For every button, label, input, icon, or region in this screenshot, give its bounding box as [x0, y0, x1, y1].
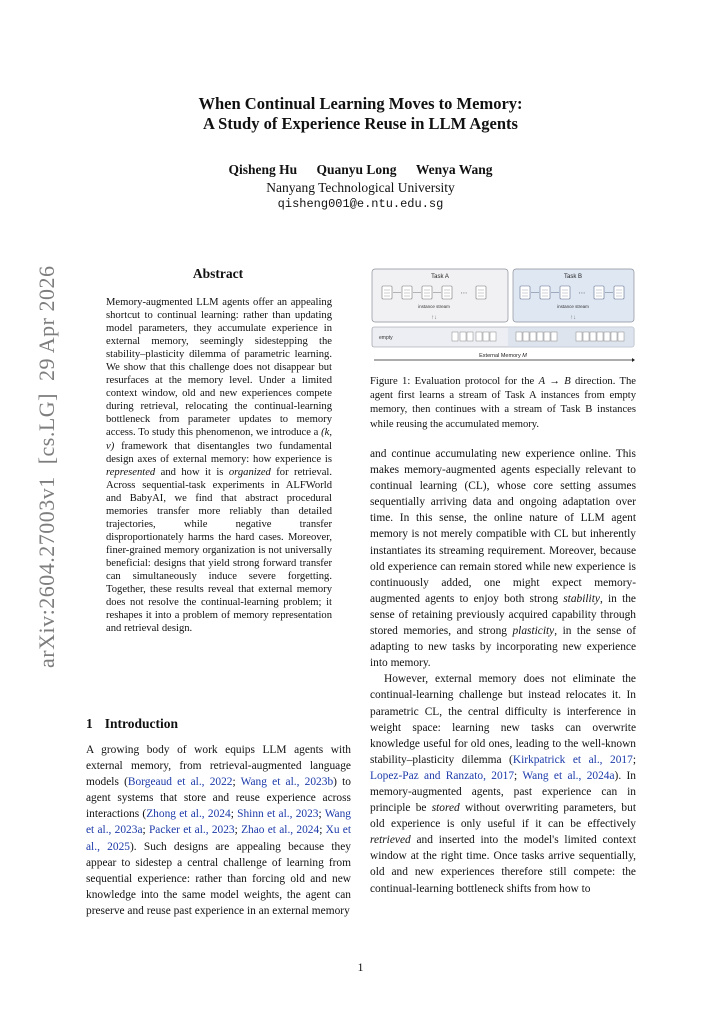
abstract-text: for retrieval. Across sequential-task experiments in ALFWorld and BabyAI, we find that abstract procedural memories transfer more reliably than detailed trajectories, while negative transfer disproportionately harms the hard cases. Moreover, finer-grained memory organization is not universally beneficial: designs that yield strong forward transfer can simultaneously induce severe forgetting. Together, these results reveal that external memory does not resolve the continual-learning problem; it reshapes it into a problem of memory representation and retrieval design. [106, 466, 332, 635]
ellipsis-b: ⋯ [578, 290, 586, 297]
section-heading [86, 716, 190, 732]
up-down-arrows-a: ↑↓ [431, 315, 437, 321]
task-b-label: Task B [563, 274, 583, 280]
body-text: , in the sense of adapting to new tasks by incorporating new experience into memory. [370, 625, 636, 670]
body-text: and inserted into the model's limited context window at the right time. Once tasks arrive sequentially, old and new experiences therefore still compete: the continual-learning bottleneck shifts from how to [370, 834, 636, 895]
body-text: and continue accumulating new experience online. This makes memory-augmented agents especially relevant to continual learning (CL), whose core setting assumes sequentially arriving data and ongoing adaptation over time. In this sense, the online nature of LLM agent memory is not merely compatible with CL but inherently instantiates its streaming requirement. Moreover, because old experience can remain stored while new experience is continuously added, one might expect memory-augmented agents to enjoy both strong [370, 448, 636, 605]
document-icon [476, 286, 486, 299]
body-text: ; [142, 824, 149, 837]
title-line-2: A Study of Experience Reuse in LLM Agents [203, 114, 518, 133]
body-text: ; [318, 808, 325, 821]
body-text: ; [234, 824, 242, 837]
body-emph: stability [563, 592, 600, 605]
citation-link[interactable]: Zhao et al., 2024 [241, 824, 320, 837]
citation-link[interactable]: Kirkpatrick et al., 2017 [512, 753, 633, 766]
abstract-text: Memory-augmented LLM agents offer an appealing shortcut to continual learning: rather than updating model parameters, they accumulate experience in external memory, seemingly sidestepping the stability–plasticity dilemma of parametric learning. We show that this challenge does not disappear but resurfaces at the memory level. Under a limited context window, old and new experiences compete during retrieval, relocating the continual-learning bottleneck from parameter updates to memory access. To study this phenomenon, we introduce a [106, 297, 332, 439]
body-text: without overwriting parameters, but old experience is only useful if it can be effectively [370, 802, 636, 831]
section-number: 1 [86, 716, 93, 731]
abstract-body [106, 296, 332, 635]
body-text: A growing body of work equips LLM agents with external memory, from retrieval-augmented language models ( [86, 744, 351, 789]
document-icon [520, 286, 530, 299]
figure-1-caption [370, 375, 636, 432]
section-title: Introduction [104, 716, 179, 731]
arxiv-stamp-text: arXiv:2604.27003v1 [cs.LG] 29 Apr 2026 [34, 265, 59, 668]
body-text: ; [514, 769, 523, 782]
instance-stream-label-a: instance stream [418, 304, 450, 309]
abstract-text: framework that disentangles two fundamental design axes of external memory: how experience is [106, 440, 332, 465]
body-text: ) to agent systems that store and reuse experience across interactions ( [86, 776, 351, 821]
citation-link[interactable]: Packer et al., 2023 [148, 824, 235, 837]
author-1: Qisheng Hu [228, 162, 298, 177]
body-text: ; [230, 808, 238, 821]
figure-1-diagram [370, 266, 636, 366]
intro-column-left [86, 742, 351, 919]
up-down-arrows-b: ↑↓ [570, 315, 576, 321]
author-list [0, 162, 721, 178]
abstract-emph: represented [106, 466, 156, 478]
intro-column-right [370, 446, 636, 897]
citation-link[interactable]: Lopez-Paz and Ranzato, 2017 [370, 769, 515, 782]
body-text: However, external memory does not eliminate the continual-learning challenge but instead relocates it. In parametric CL, the central difficulty is interference in weight space: learning new tasks can overwrite knowledge useful for old ones, leading to the well-known stability–plasticity dilemma ( [370, 673, 636, 766]
arxiv-stamp [34, 265, 60, 668]
citation-link[interactable]: Shinn et al., 2023 [237, 808, 319, 821]
body-text: ; [632, 753, 636, 766]
document-icon [540, 286, 550, 299]
body-emph: stored [431, 802, 460, 815]
page-number: 1 [357, 960, 364, 974]
document-icon [442, 286, 452, 299]
document-icon [614, 286, 624, 299]
body-text: ). In memory-augmented agents, past experience can in principle be [370, 769, 636, 815]
caption-text: direction. The agent first learns a stream of Task A instances from empty memory, then continues with a stream of Task B instances while reusing the accumulated memory. [370, 376, 636, 430]
document-icon [422, 286, 432, 299]
abstract-kv: (k, v) [106, 427, 332, 452]
affiliation: Nanyang Technological University [266, 180, 455, 195]
ellipsis-a: ⋯ [460, 290, 468, 297]
citation-link[interactable]: Wang et al., 2023a [86, 808, 352, 837]
abstract-heading: Abstract [192, 266, 244, 281]
citation-link[interactable]: Xu et al., 2025 [86, 824, 352, 853]
author-email: qisheng001@e.ntu.edu.sg [277, 197, 444, 211]
body-text: ; [232, 776, 241, 789]
citation-link[interactable]: Wang et al., 2024a [522, 769, 615, 782]
body-text: , in the sense of retaining previously acquired capability through stored memories, and strong [370, 592, 636, 638]
abstract-emph: organized [228, 466, 271, 478]
empty-label: empty [379, 335, 393, 341]
citation-link[interactable]: Wang et al., 2023b [240, 776, 334, 789]
document-icon [402, 286, 412, 299]
body-emph: plasticity [512, 625, 555, 638]
author-2: Quanyu Long [316, 162, 397, 177]
caption-text: Figure 1: Evaluation protocol for the [370, 376, 539, 387]
document-icon [594, 286, 604, 299]
instance-stream-label-b: instance stream [557, 304, 589, 309]
citation-link[interactable]: Zhong et al., 2024 [146, 808, 231, 821]
body-text: ; [319, 824, 326, 837]
external-memory-label: External Memory M [479, 353, 527, 359]
author-3: Wenya Wang [415, 162, 493, 177]
document-icon [560, 286, 570, 299]
title-line-1: When Continual Learning Moves to Memory: [198, 94, 523, 113]
memory-contents [452, 332, 624, 341]
caption-math: A → B [538, 376, 571, 387]
body-emph: retrieved [370, 834, 411, 847]
citation-link[interactable]: Borgeaud et al., 2022 [127, 776, 233, 789]
task-a-label: Task A [431, 274, 449, 280]
body-text: ). Such designs are appealing because they appear to sidestep a central challenge of learning from sequential experience: rather than forcing old and new knowledge into the same model weights, the agent can preserve and reuse past experience in an external memory [86, 840, 351, 917]
abstract-text: and how it is [155, 466, 229, 478]
paper-title [0, 94, 721, 134]
document-icon [382, 286, 392, 299]
